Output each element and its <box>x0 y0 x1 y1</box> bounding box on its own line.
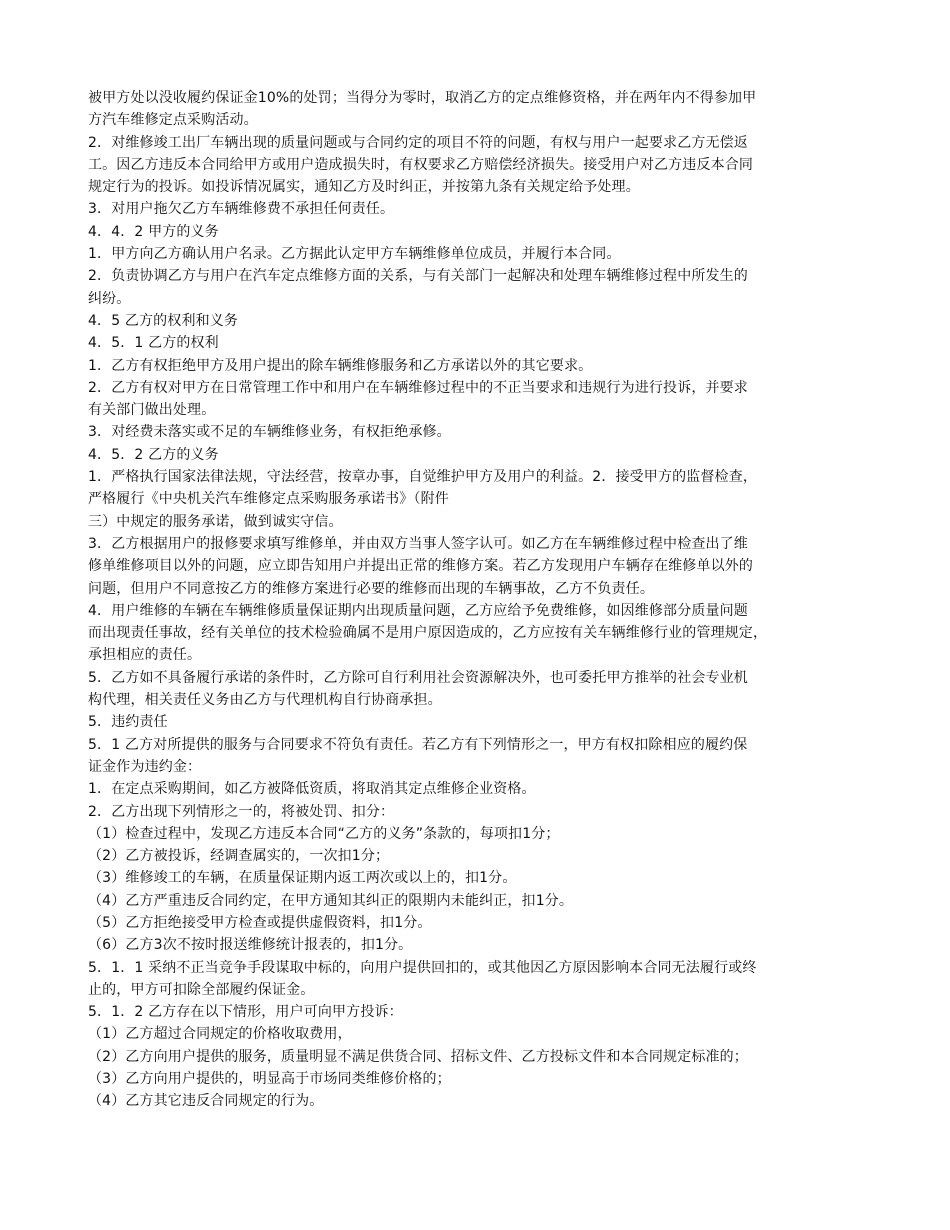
text-line: 严格履行《中央机关汽车维修定点采购服务承诺书》（附件 <box>88 491 449 508</box>
text-line: 1．严格执行国家法律法规，守法经营，按章办事，自觉维护甲方及用户的利益。2．接受甲方的监督检查， <box>88 469 758 486</box>
text-line: 承担相应的责任。 <box>88 647 202 664</box>
text-line: 5．乙方如不具备履行承诺的条件时，乙方除可自行利用社会资源解决外，也可委托甲方推举的社会专业机 <box>88 669 748 686</box>
text-line: 三）中规定的服务承诺，做到诚实守信。 <box>88 513 343 530</box>
text-line: 4．5．1 乙方的权利 <box>88 335 219 352</box>
text-line: 5．1 乙方对所提供的服务与合同要求不符负有责任。若乙方有下列情形之一，甲方有权扣除相应的履约保 <box>88 736 748 753</box>
text-line: 4．5 乙方的权利和义务 <box>88 312 239 329</box>
text-line: 构代理，相关责任义务由乙方与代理机构自行协商承担。 <box>88 692 442 709</box>
text-line: 1．在定点采购期间，如乙方被降低资质，将取消其定点维修企业资格。 <box>88 781 536 798</box>
text-line: （2）乙方向用户提供的服务，质量明显不满足供货合同、招标文件、乙方投标文件和本合同规定标准的； <box>88 1048 748 1065</box>
text-line: 5．违约责任 <box>88 714 168 731</box>
text-line: （1）乙方超过合同规定的价格收取费用， <box>88 1026 352 1043</box>
text-line: 规定行为的投诉。如投诉情况属实，通知乙方及时纠正，并按第九条有关规定给予处理。 <box>88 179 640 196</box>
text-line: 5．1．1 采纳不正当竞争手段谋取中标的，向用户提供回扣的，或其他因乙方原因影响本合同无法履行或终 <box>88 959 757 976</box>
text-line: 修单维修项目以外的问题，应立即告知用户并提出正常的维修方案。若乙方发现用户车辆存在维修单以外的 <box>88 558 754 575</box>
text-line: 1．乙方有权拒绝甲方及用户提出的除车辆维修服务和乙方承诺以外的其它要求。 <box>88 357 593 374</box>
text-line: 有关部门做出处理。 <box>88 402 216 419</box>
text-line: 工。因乙方违反本合同给甲方或用户造成损失时，有权要求乙方赔偿经济损失。接受用户对乙方违反本合同 <box>88 156 754 173</box>
text-line: 1．甲方向乙方确认用户名录。乙方据此认定甲方车辆维修单位成员，并履行本合同。 <box>88 246 621 263</box>
text-line: （4）乙方其它违反合同规定的行为。 <box>88 1093 324 1110</box>
text-line: （3）乙方向用户提供的，明显高于市场同类维修价格的； <box>88 1071 451 1088</box>
text-line: 4．4．2 甲方的义务 <box>88 223 219 240</box>
text-line: 3．对用户拖欠乙方车辆维修费不承担任何责任。 <box>88 201 395 218</box>
text-line: 3．对经费未落实或不足的车辆维修业务，有权拒绝承修。 <box>88 424 451 441</box>
text-line: 而出现责任事故，经有关单位的技术检验确属不是用户原因造成的，乙方应按有关车辆维修行业的管理规定， <box>88 625 768 642</box>
text-line: 2．对维修竣工出厂车辆出现的质量问题或与合同约定的项目不符的问题，有权与用户一起要求乙方无偿返 <box>88 134 748 151</box>
document-body <box>88 87 868 1113</box>
text-line: 纠纷。 <box>88 290 131 307</box>
text-line: （2）乙方被投诉，经调查属实的，一次扣1分； <box>88 848 390 865</box>
text-line: （1）检查过程中，发现乙方违反本合同“乙方的义务”条款的，每项扣1分； <box>88 825 560 842</box>
text-line: 2．负责协调乙方与用户在汽车定点维修方面的关系，与有关部门一起解决和处理车辆维修过程中所发生的 <box>88 268 748 285</box>
text-line: 4．用户维修的车辆在车辆维修质量保证期内出现质量问题，乙方应给予免费维修，如因维修部分质量问题 <box>88 602 748 619</box>
text-line: 止的，甲方可扣除全部履约保证金。 <box>88 981 315 998</box>
text-line: 2．乙方有权对甲方在日常管理工作中和用户在车辆维修过程中的不正当要求和违规行为进行投诉，并要求 <box>88 379 748 396</box>
text-line: 证金作为违约金： <box>88 758 202 775</box>
text-line: 3．乙方根据用户的报修要求填写维修单，并由双方当事人签字认可。如乙方在车辆维修过程中检查出了维 <box>88 535 748 552</box>
text-line: 问题，但用户不同意按乙方的维修方案进行必要的维修而出现的车辆事故，乙方不负责任。 <box>88 580 654 597</box>
text-line: 方汽车维修定点采购活动。 <box>88 112 258 129</box>
text-line: （5）乙方拒绝接受甲方检查或提供虚假资料，扣1分。 <box>88 914 432 931</box>
text-line: 5．1．2 乙方存在以下情形，用户可向甲方投诉： <box>88 1004 403 1021</box>
text-line: （6）乙方3次不按时报送维修统计报表的，扣1分。 <box>88 937 413 954</box>
text-line: （4）乙方严重违反合同约定，在甲方通知其纠正的限期内未能纠正，扣1分。 <box>88 892 574 909</box>
text-line: 被甲方处以没收履约保证金10%的处罚；当得分为零时，取消乙方的定点维修资格，并在两年内不得参加甲 <box>88 90 757 106</box>
text-line: 2．乙方出现下列情形之一的，将被处罚、扣分： <box>88 803 395 820</box>
text-line: （3）维修竣工的车辆，在质量保证期内返工两次或以上的，扣1分。 <box>88 870 517 887</box>
text-line: 4．5．2 乙方的义务 <box>88 446 219 463</box>
